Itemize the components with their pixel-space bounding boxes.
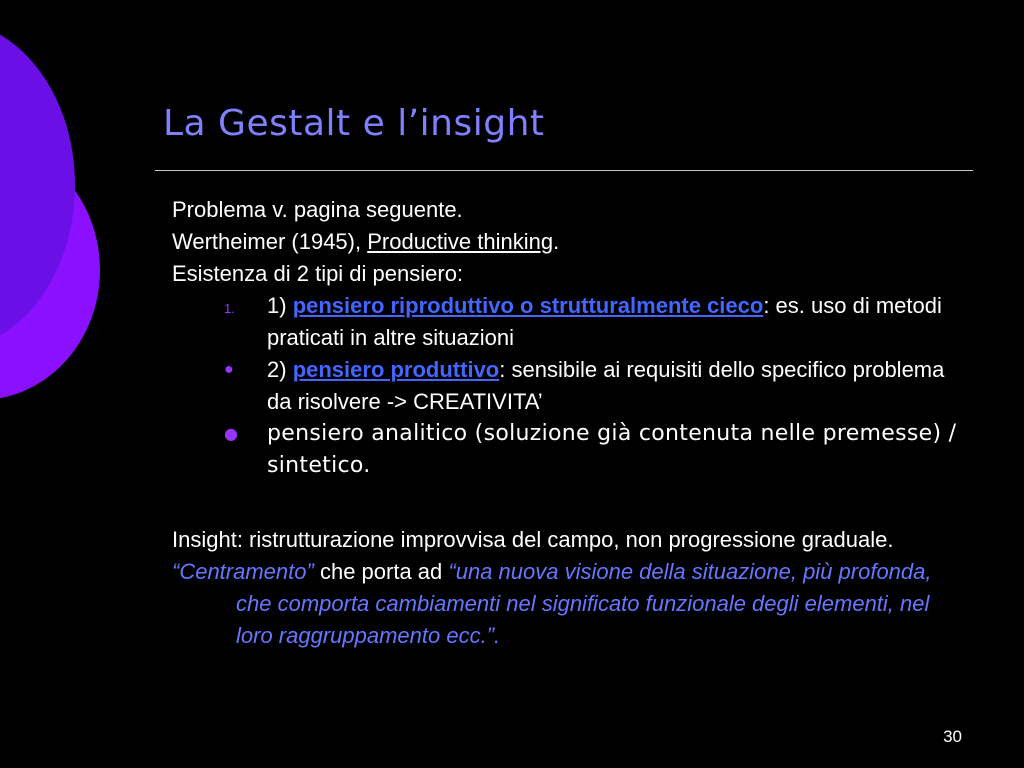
centramento-connector: che porta ad xyxy=(313,559,449,584)
line-centramento xyxy=(172,556,962,652)
item2-prefix: 2) xyxy=(267,357,293,382)
list-item-analitico xyxy=(172,418,962,482)
line-wertheimer xyxy=(172,226,962,258)
line-problema: Problema v. pagina seguente. xyxy=(172,197,463,222)
item2-description: : sensibile ai requisiti dello specifico problema da risolvere -> CREATIVITA’ xyxy=(267,357,945,414)
slide-body xyxy=(172,194,962,652)
list-item-produttivo xyxy=(172,354,962,418)
item1-description: : es. uso di metodi praticati in altre situazioni xyxy=(267,293,942,350)
slide-title: La Gestalt e l’insight xyxy=(163,103,545,144)
line-esistenza: Esistenza di 2 tipi di pensiero: xyxy=(172,261,464,286)
thinking-types-list xyxy=(172,290,962,482)
title-divider xyxy=(155,170,973,171)
list-number-marker: 1. xyxy=(224,301,235,316)
centramento-quote: “una nuova visione della situazione, più profonda, che comporta cambiamenti nel significato funzionale degli elementi, nel loro raggruppamento ecc.”. xyxy=(236,559,932,648)
pensiero-produttivo-link[interactable]: pensiero produttivo xyxy=(292,357,500,382)
pensiero-riproduttivo-link[interactable]: pensiero riproduttivo o strutturalmente cieco xyxy=(292,293,764,318)
productive-thinking-link[interactable]: Productive thinking xyxy=(367,229,554,254)
page-number: 30 xyxy=(943,727,962,746)
bullet-icon: ● xyxy=(224,361,234,378)
list-item-riproduttivo xyxy=(172,290,962,354)
item3-text: pensiero analitico (soluzione già contenuta nelle premesse) / sintetico. xyxy=(267,421,957,478)
centramento-term: “Centramento” xyxy=(172,559,314,584)
wertheimer-text: Wertheimer (1945), xyxy=(172,229,368,254)
item1-prefix: 1) xyxy=(267,293,293,318)
wertheimer-period: . xyxy=(553,229,560,254)
spacer xyxy=(172,482,962,524)
line-insight: Insight: ristrutturazione improvvisa del campo, non progressione graduale. xyxy=(172,527,894,552)
bullet-icon: ● xyxy=(224,424,239,443)
